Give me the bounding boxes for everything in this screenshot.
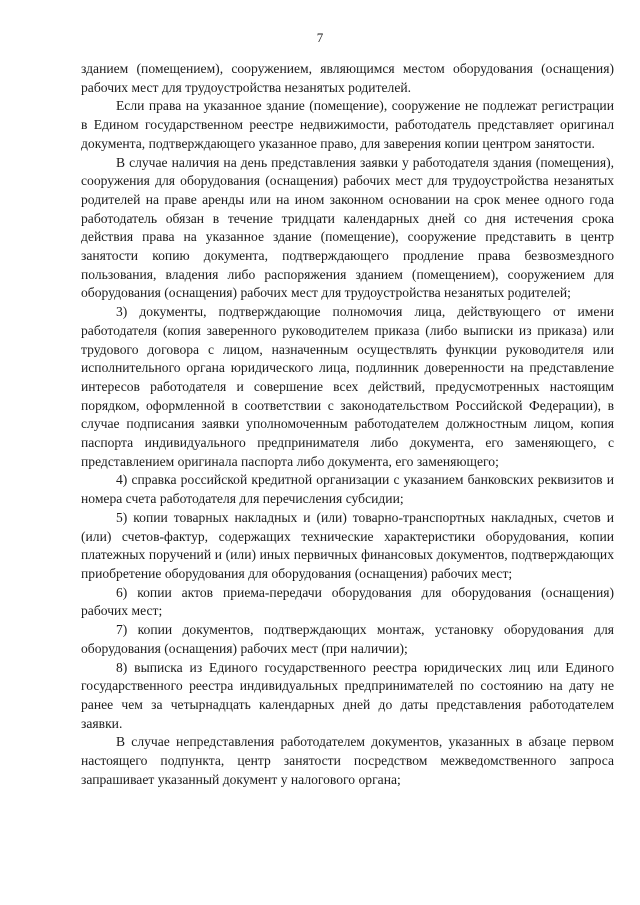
list-item-7: 7) копии документов, подтверждающих монтаж, установку оборудования для оборудования (оснащения) рабочих мест (при наличии); [81, 622, 614, 656]
paragraph-2: Если права на указанное здание (помещение), сооружение не подлежат регистрации в Едином государственном реестре недвижимости, работодатель представляет оригинал документа, подтверждающего указанное право, для заверения копии центром занятости. [81, 98, 614, 151]
paragraph-final: В случае непредставления работодателем документов, указанных в абзаце первом настоящего подпункта, центр занятости посредством межведомственного запроса запрашивает указанный документ у налогового органа; [81, 734, 614, 787]
paragraph-1: зданием (помещением), сооружением, являющимся местом оборудования (оснащения) рабочих мест для трудоустройства незанятых родителей. [81, 61, 614, 95]
list-item-5: 5) копии товарных накладных и (или) товарно-транспортных накладных, счетов и (или) счетов-фактур, содержащих технические характеристики оборудования, копии платежных поручений и (или) иных первичных финансовых документов, подтверждающих приобретение оборудования для оборудования (оснащения) рабочих мест; [81, 509, 614, 581]
paragraph-3: В случае наличия на день представления заявки у работодателя здания (помещения), сооружения для оборудования (оснащения) рабочих мест для трудоустройства незанятых родителей на праве аренды или на ином законном основании на срок менее одного года работодатель обязан в течение тридцати календарных дней со дня истечения срока действия права на указанное здание (помещение), сооружение представить в центр занятости копию документа, подтверждающего продление права безвозмездного пользования, владения либо распоряжения зданием (помещением), сооружением для оборудования (оснащения) рабочих мест для трудоустройства незанятых родителей; [81, 154, 614, 301]
list-item-6: 6) копии актов приема-передачи оборудования для оборудования (оснащения) рабочих мест; [81, 584, 614, 619]
page-number: 7 [316, 30, 324, 45]
list-item-8: 8) выписка из Единого государственного реестра юридических лиц или Единого государственного реестра индивидуальных предпринимателей по состоянию на дату не ранее чем за четырнадцать календарных дней до даты представления работодателем заявки. [81, 659, 614, 731]
list-item-3: 3) документы, подтверждающие полномочия лица, действующего от имени работодателя (копия заверенного руководителем приказа (либо выписки из приказа) или трудового договора с лицом, назначенным осуществлять функции руководителя или исполнительного органа юридического лица, подлинник доверенности на представление интересов работодателя и совершение всех действий, предусмотренных настоящим порядком, оформленной в соответствии с законодательством Российской Федерации), в случае подписания заявки уполномоченным работодателем должностным лицом, копия паспорта индивидуального предпринимателя либо документа, его заменяющего, с представлением оригинала паспорта либо документа, его заменяющего; [81, 304, 614, 469]
list-item-4: 4) справка российской кредитной организации с указанием банковских реквизитов и номера счета работодателя для перечисления субсидии; [81, 472, 614, 507]
document-body [81, 60, 614, 789]
